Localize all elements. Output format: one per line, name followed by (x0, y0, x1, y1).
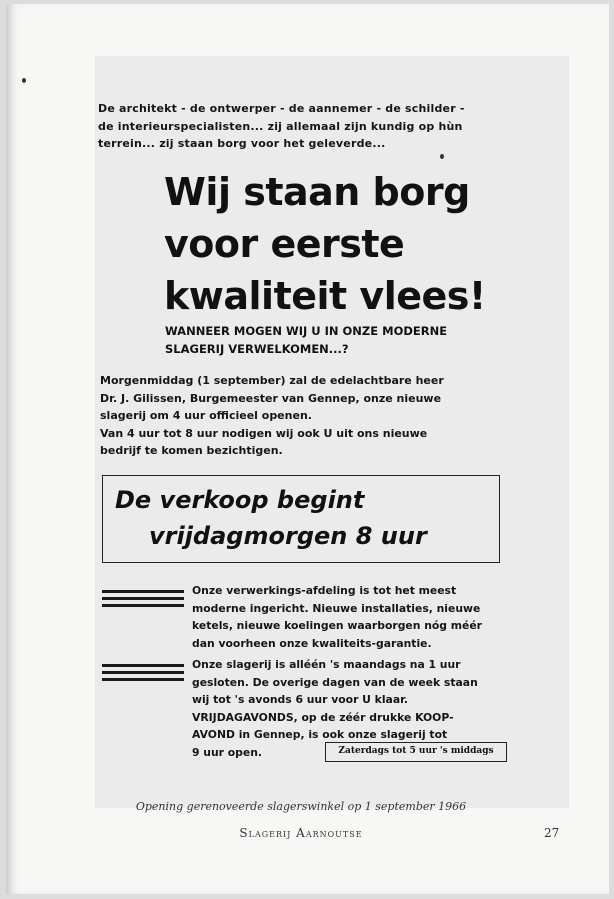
intro-paragraph (98, 100, 518, 153)
hours-line: wij tot 's avonds 6 uur voor U klaar. (192, 693, 409, 706)
processing-line: moderne ingericht. Nieuwe installaties, nieuwe (192, 601, 481, 615)
subheading-line: WANNEER MOGEN WIJ U IN ONZE MODERNE (165, 324, 448, 338)
hours-line: 9 uur open. (192, 745, 262, 759)
running-footer-title: Slagerij Aarnoutse (239, 826, 363, 840)
headline-line: voor eerste (164, 222, 405, 266)
announcement-line: bedrijf te komen bezichtigen. (100, 444, 283, 457)
announcement-line: Dr. J. Gilissen, Burgemeester van Gennep, onze nieuwe (100, 391, 442, 405)
speck-mark (440, 154, 444, 159)
hours-line: gesloten. De overige dagen van de week staan (192, 675, 478, 689)
opening-announcement (100, 372, 510, 460)
sale-line-2: vrijdagmorgen 8 uur (149, 522, 427, 550)
processing-paragraph (192, 582, 522, 652)
intro-line: De architekt - de ontwerper - de aannemer - de schilder - (98, 102, 465, 115)
hours-line: AVOND in Gennep, is ook onze slagerij tot (192, 728, 448, 741)
hours-line: VRIJDAGAVONDS, op de zéér drukke KOOP- (192, 710, 454, 724)
headline-line: Wij staan borg (164, 170, 470, 214)
sale-line-1: De verkoop begint (115, 486, 365, 514)
processing-line: Onze verwerkings-afdeling is tot het meest (192, 584, 457, 597)
sale-start-box (102, 475, 500, 563)
subheading (165, 322, 505, 358)
announcement-line: slagerij om 4 uur officieel openen. (100, 409, 312, 422)
page-number: 27 (544, 826, 560, 840)
processing-line: ketels, nieuwe koelingen waarborgen nóg méér (192, 619, 483, 632)
announcement-line: Morgenmiddag (1 september) zal de edelachtbare heer (100, 374, 444, 387)
headline (164, 166, 564, 322)
processing-line: dan voorheen onze kwaliteits-garantie. (192, 636, 432, 650)
headline-line: kwaliteit vlees! (164, 274, 486, 318)
hours-line: Onze slagerij is alléén 's maandags na 1 uur (192, 658, 461, 671)
intro-line: de interieurspecialisten... zij allemaal zijn kundig op hùn (98, 119, 463, 133)
saturday-hours-box: Zaterdags tot 5 uur 's middags (325, 742, 507, 762)
subheading-line: SLAGERIJ VERWELKOMEN...? (165, 342, 349, 356)
intro-line: terrein... zij staan borg voor het geleverde... (98, 137, 386, 150)
speck-mark (22, 78, 26, 83)
decorative-bars (102, 590, 184, 611)
photo-caption: Opening gerenoveerde slagerswinkel op 1 september 1966 (135, 800, 467, 813)
announcement-line: Van 4 uur tot 8 uur nodigen wij ook U uit ons nieuwe (100, 426, 428, 440)
decorative-bars (102, 664, 184, 685)
